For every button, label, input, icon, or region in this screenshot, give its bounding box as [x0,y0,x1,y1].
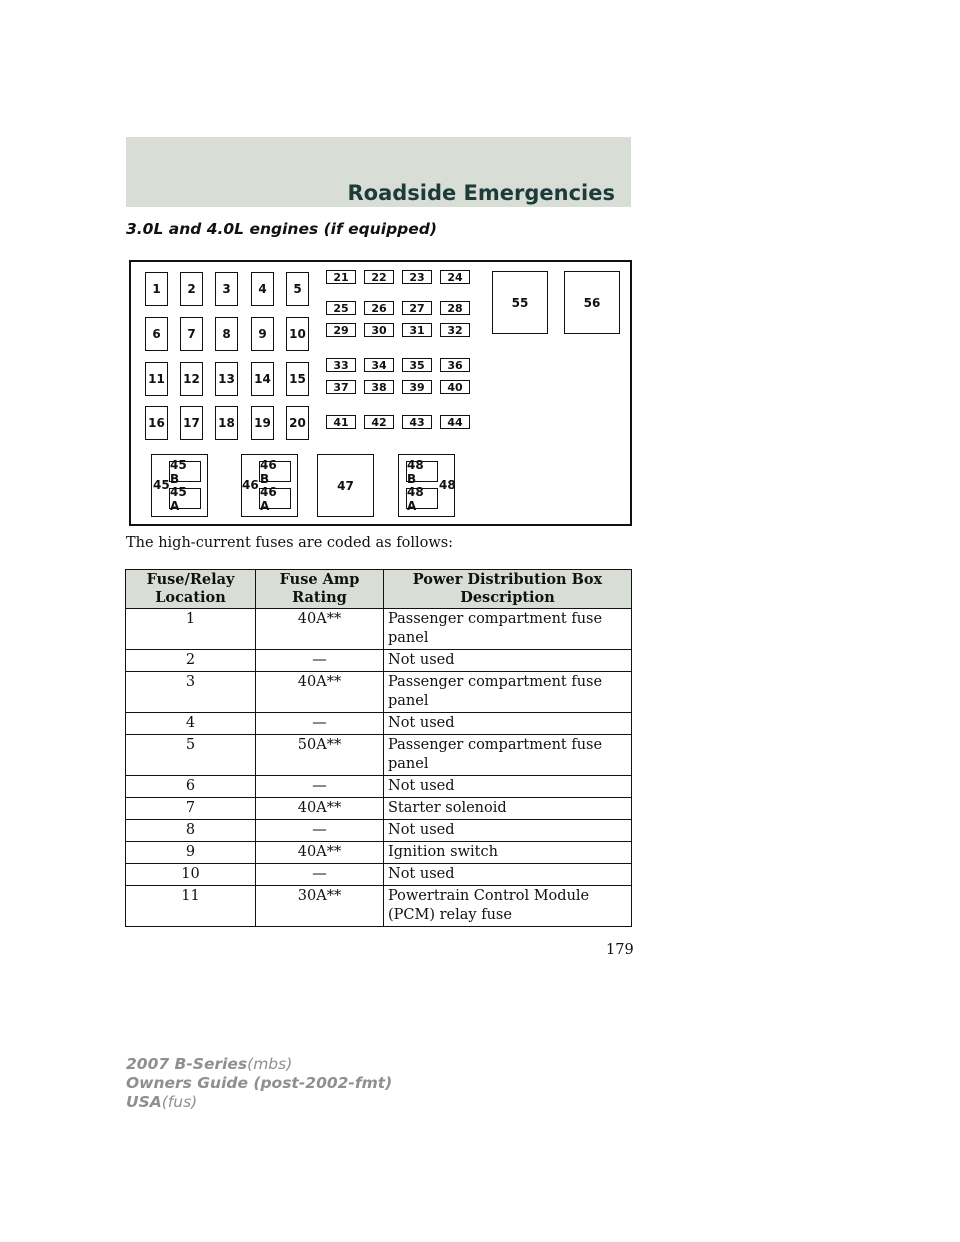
mini-fuse: 23 [402,270,432,284]
mini-fuse: 38 [364,380,394,394]
mini-fuse: 30 [364,323,394,337]
relay-group-46-label: 46 [242,478,259,492]
header-description: Power Distribution Box Description [384,570,632,609]
cell-rating: — [256,776,384,798]
mini-fuse: 27 [402,301,432,315]
mini-fuse: 39 [402,380,432,394]
mini-fuse: 44 [440,415,470,429]
large-fuse: 11 [145,362,168,396]
large-fuse: 4 [251,272,274,306]
large-fuse: 6 [145,317,168,351]
mini-fuse: 22 [364,270,394,284]
table-row [126,886,632,927]
section-heading: 3.0L and 4.0L engines (if equipped) [126,220,437,238]
mini-fuse: 40 [440,380,470,394]
large-fuse: 10 [286,317,309,351]
relay-46a: 46 A [259,488,291,509]
intro-text: The high-current fuses are coded as follows: [126,535,454,551]
mini-fuse: 41 [326,415,356,429]
large-fuse: 12 [180,362,203,396]
footer-guide: Owners Guide (post-2002-fmt) [126,1074,393,1092]
cell-location: 6 [126,776,256,798]
table-row [126,842,632,864]
footer-market-code: (fus) [161,1093,198,1111]
footer-model: 2007 B-Series [126,1055,248,1073]
table-row [126,672,632,713]
cell-location: 4 [126,713,256,735]
cell-rating: 40A** [256,842,384,864]
mini-fuse: 42 [364,415,394,429]
table-row [126,735,632,776]
table-row [126,713,632,735]
cell-rating: — [256,713,384,735]
cell-location: 8 [126,820,256,842]
large-fuse: 17 [180,406,203,440]
relay-46b: 46 B [259,461,291,482]
mini-fuse: 29 [326,323,356,337]
cell-rating: 40A** [256,798,384,820]
header-location: Fuse/Relay Location [126,570,256,609]
table-header-row [126,570,632,609]
large-fuse: 1 [145,272,168,306]
relay-56: 56 [564,271,620,334]
cell-description: Not used [384,776,632,798]
large-fuse: 3 [215,272,238,306]
relay-55: 55 [492,271,548,334]
cell-location: 7 [126,798,256,820]
relay-45b: 45 B [169,461,201,482]
large-fuse: 20 [286,406,309,440]
table-row [126,776,632,798]
table-row [126,650,632,672]
relay-group-48-label: 48 [439,478,456,492]
mini-fuse: 43 [402,415,432,429]
footer-line-3 [126,1093,392,1112]
cell-description: Not used [384,713,632,735]
relay-45a: 45 A [169,488,201,509]
relay-47: 47 [317,454,374,517]
page-number: 179 [606,942,634,958]
mini-fuse: 34 [364,358,394,372]
relay-48a: 48 A [406,488,438,509]
large-fuse: 2 [180,272,203,306]
mini-fuse: 36 [440,358,470,372]
mini-fuse: 37 [326,380,356,394]
cell-description: Passenger compartment fuse panel [384,735,632,776]
cell-rating: — [256,650,384,672]
cell-description: Starter solenoid [384,798,632,820]
large-fuse: 15 [286,362,309,396]
table-row [126,820,632,842]
mini-fuse: 33 [326,358,356,372]
mini-fuse: 26 [364,301,394,315]
relay-48b: 48 B [406,461,438,482]
mini-fuse: 35 [402,358,432,372]
large-fuse: 14 [251,362,274,396]
mini-fuse: 21 [326,270,356,284]
cell-rating: 40A** [256,609,384,650]
footer-market: USA [126,1093,162,1111]
cell-rating: 40A** [256,672,384,713]
cell-location: 10 [126,864,256,886]
large-fuse: 8 [215,317,238,351]
large-fuse: 7 [180,317,203,351]
cell-rating: 30A** [256,886,384,927]
footer-line-2 [126,1074,392,1093]
fuse-box-diagram [129,260,632,526]
cell-description: Not used [384,650,632,672]
cell-rating: — [256,820,384,842]
large-fuse: 13 [215,362,238,396]
cell-rating: — [256,864,384,886]
mini-fuse: 32 [440,323,470,337]
cell-location: 9 [126,842,256,864]
cell-description: Passenger compartment fuse panel [384,672,632,713]
footer-line-1 [126,1055,392,1074]
mini-fuse: 31 [402,323,432,337]
relay-group-45-label: 45 [153,478,170,492]
fuse-table [125,569,632,927]
header-rating: Fuse Amp Rating [256,570,384,609]
table-row [126,864,632,886]
page-header-title: Roadside Emergencies [347,181,615,205]
cell-description: Passenger compartment fuse panel [384,609,632,650]
mini-fuse: 24 [440,270,470,284]
mini-fuse: 25 [326,301,356,315]
cell-description: Not used [384,820,632,842]
cell-description: Ignition switch [384,842,632,864]
cell-description: Not used [384,864,632,886]
large-fuse: 5 [286,272,309,306]
large-fuse: 18 [215,406,238,440]
cell-location: 5 [126,735,256,776]
footer-model-code: (mbs) [247,1055,293,1073]
large-fuse: 19 [251,406,274,440]
table-row [126,609,632,650]
mini-fuse: 28 [440,301,470,315]
cell-description: Powertrain Control Module (PCM) relay fuse [384,886,632,927]
header-band [126,137,631,207]
large-fuse: 16 [145,406,168,440]
cell-location: 1 [126,609,256,650]
cell-location: 11 [126,886,256,927]
table-row [126,798,632,820]
cell-location: 2 [126,650,256,672]
cell-location: 3 [126,672,256,713]
cell-rating: 50A** [256,735,384,776]
large-fuse: 9 [251,317,274,351]
footer [126,1055,392,1112]
